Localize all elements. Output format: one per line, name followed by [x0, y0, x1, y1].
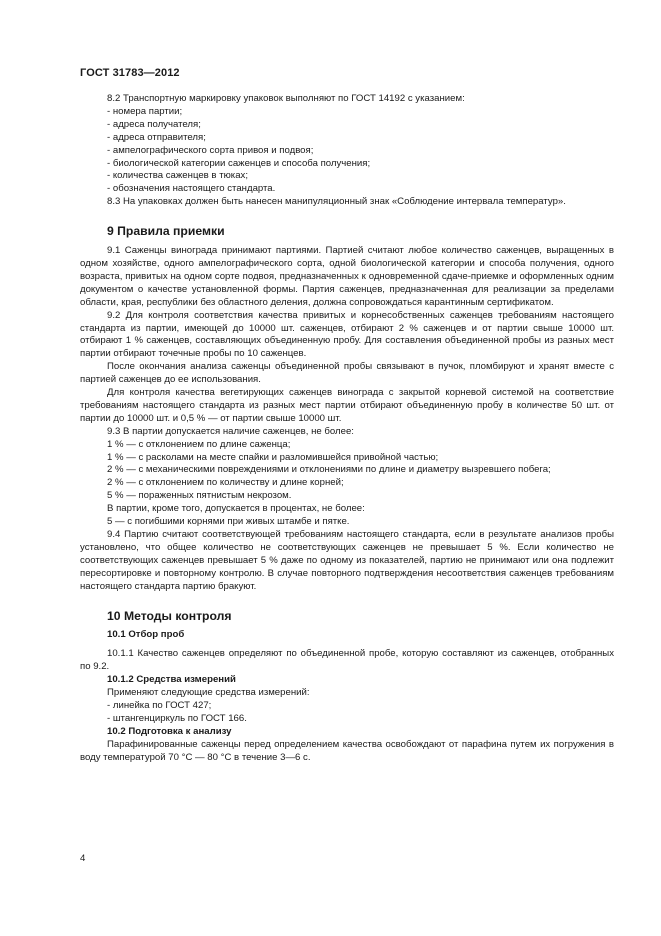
subsection-heading-10-2: 10.2 Подготовка к анализу [107, 725, 232, 737]
section-heading-10: 10 Методы контроля [107, 608, 232, 623]
list-item: - номера партии; [107, 105, 183, 117]
document-body [80, 93, 614, 765]
paragraph-9-2-c: Для контроля качества вегетирующих саженцев винограда с закрытой корневой системой на соответствие требованиям настоящего стандарта из разных мест партии отбирают объединенную пробу в количестве 50 шт. от партии до 10000 шт. и 0,5 % — от партии свыше 10000 шт. [80, 387, 614, 424]
section-heading-9: 9 Правила приемки [107, 224, 225, 239]
paragraph-9-3: 9.3 В партии допускается наличие саженцев, не более: [107, 425, 354, 437]
list-item: - обозначения настоящего стандарта. [107, 183, 276, 195]
paragraph-9-4: 9.4 Партию считают соответствующей требованиям настоящего стандарта, если в результате анализов пробы установлено, что общее количество не соответствующих саженцев не превышает 5 %. Если количество не соответствующих саженцев превышает 5 % даже по одному из показателей, партию не принимают или она подлежит пересортировке и повторному контролю. В случае повторного подтверждения несоответствия саженцев требованиям настоящего стандарта партию бракуют. [80, 529, 614, 592]
list-item: - количества саженцев в тюках; [107, 170, 248, 182]
page-number: 4 [80, 853, 86, 864]
tolerance-item: 2 % — с механическими повреждениями и отклонениями по длине и диаметру вызревшего побега; [107, 464, 551, 476]
paragraph-9-3-b: В партии, кроме того, допускается в процентах, не более: [107, 503, 365, 515]
subsection-heading-10-1-2: 10.1.2 Средства измерений [107, 674, 236, 686]
paragraph-9-2: 9.2 Для контроля соответствия качества привитых и корнесобственных саженцев требованиям настоящего стандарта из партии, имеющей до 10000 шт. саженцев, отбирают 2 % саженцев и от партии свыше 10000 шт. отбирают 1 % саженцев, составляющих объединенную пробу. Для составления объединенной пробы из разных мест партии отбирают точечные пробы по 10 саженцев. [80, 309, 614, 360]
list-item: - ампелографического сорта привоя и подвоя; [107, 144, 314, 156]
list-item: - адреса получателя; [107, 118, 201, 130]
list-item: - адреса отправителя; [107, 131, 206, 143]
paragraph-9-1: 9.1 Саженцы винограда принимают партиями. Партией считают любое количество саженцев, выращенных в одном хозяйстве, одного ампелографического сорта, одной биологической категории и способа получения, одного возраста, привитых на одном сорте подвоя, предназначенных к одновременной сдаче-приемке и оформленных одним документом о качестве установленной формы. Партия саженцев, предназначенная для реализации за пределами области, края, республики без областного деления, должна сопровождаться карантинным сертификатом. [80, 245, 614, 308]
paragraph-10-2: Парафинированные саженцы перед определением качества освобождают от парафина путем их погружения в воду температурой 70 °С — 80 °С в течение 3—6 с. [80, 738, 614, 763]
tool-item: - штангенциркуль по ГОСТ 166. [107, 712, 247, 724]
paragraph-9-3-c: 5 — с погибшими корнями при живых штамбе и пятке. [107, 516, 350, 528]
paragraph-8-2: 8.2 Транспортную маркировку упаковок выполняют по ГОСТ 14192 с указанием: [107, 93, 465, 104]
tolerance-item: 5 % — пораженных пятнистым некрозом. [107, 490, 292, 502]
subsection-heading-10-1: 10.1 Отбор проб [107, 629, 185, 641]
document-header: ГОСТ 31783—2012 [80, 67, 180, 79]
paragraph-9-2-b: После окончания анализа саженцы объединенной пробы связывают в пучок, пломбируют и хранят вместе с партией саженцев до ее использования. [80, 361, 614, 386]
paragraph-10-1-1: 10.1.1 Качество саженцев определяют по объединенной пробе, которую составляют из саженцев, отобранных по 9.2. [80, 648, 614, 673]
paragraph-8-3: 8.3 На упаковках должен быть нанесен манипуляционный знак «Соблюдение интервала температур». [107, 196, 566, 208]
paragraph-10-1-2: Применяют следующие средства измерений: [107, 687, 310, 699]
tolerance-item: 2 % — с отклонением по количеству и длине корней; [107, 477, 344, 489]
list-item: - биологической категории саженцев и способа получения; [107, 157, 371, 169]
tolerance-item: 1 % — с расколами на месте спайки и разломившейся привойной частью; [107, 451, 439, 463]
tolerance-item: 1 % — с отклонением по длине саженца; [107, 438, 291, 450]
tool-item: - линейка по ГОСТ 427; [107, 699, 212, 711]
